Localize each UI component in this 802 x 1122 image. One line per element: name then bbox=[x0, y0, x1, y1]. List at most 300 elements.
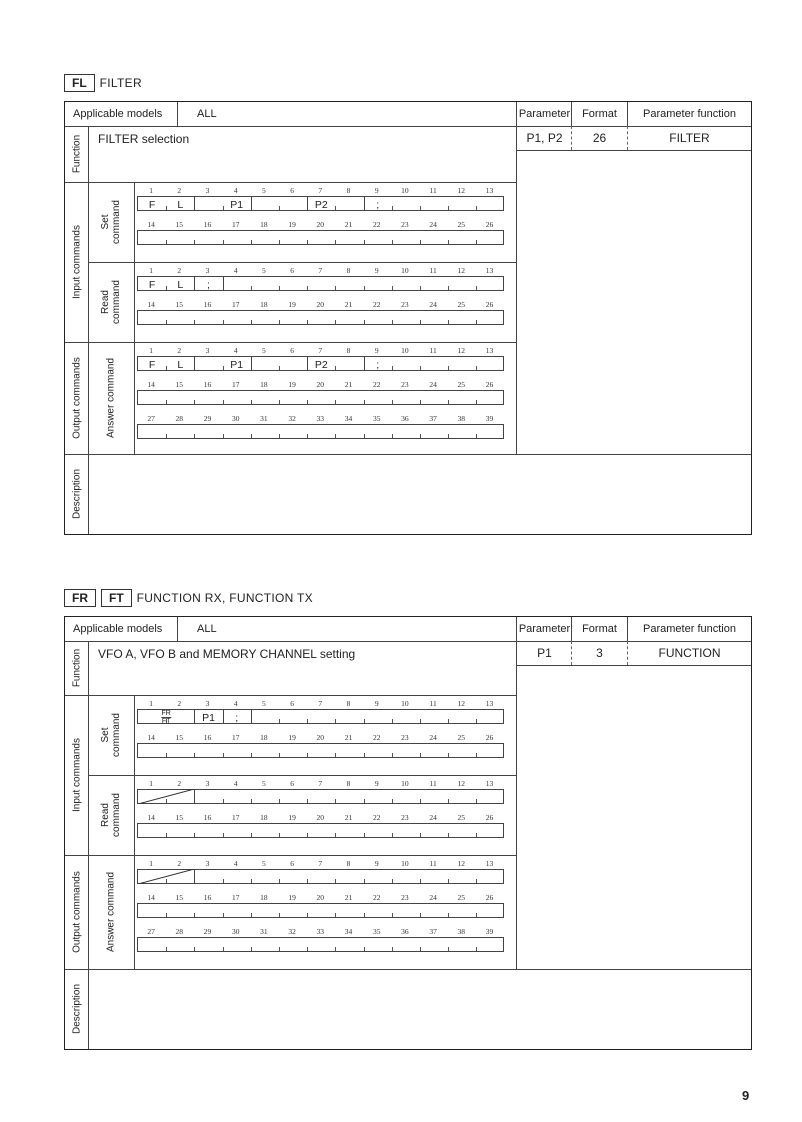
cell-tick bbox=[392, 320, 393, 324]
cell-tick bbox=[307, 719, 308, 723]
cell-tick bbox=[166, 286, 167, 290]
cell-tick bbox=[279, 913, 280, 917]
command-char: P2 bbox=[314, 358, 328, 371]
position-number: 33 bbox=[316, 927, 325, 936]
position-number: 11 bbox=[429, 699, 437, 708]
position-number: 36 bbox=[401, 927, 409, 936]
position-number: 15 bbox=[175, 893, 184, 902]
position-number: 24 bbox=[429, 380, 437, 389]
fr-heading bbox=[64, 589, 313, 607]
position-number: 12 bbox=[457, 346, 466, 355]
command-char: P1 bbox=[230, 198, 244, 211]
format-value: 26 bbox=[592, 131, 607, 145]
cell-tick bbox=[194, 400, 195, 404]
field-divider bbox=[364, 357, 365, 370]
cell-tick bbox=[223, 240, 224, 244]
cell-tick bbox=[448, 753, 449, 757]
cell-tick bbox=[364, 240, 365, 244]
position-number: 25 bbox=[457, 893, 466, 902]
cell-tick bbox=[448, 913, 449, 917]
cell-tick bbox=[251, 320, 252, 324]
cell-tick bbox=[279, 400, 280, 404]
cell-tick bbox=[251, 833, 252, 837]
command-code-box-fr: FR bbox=[64, 589, 96, 607]
cell-tick bbox=[335, 913, 336, 917]
cell-tick bbox=[420, 434, 421, 438]
not-available-slash bbox=[138, 869, 194, 884]
cell-tick bbox=[307, 913, 308, 917]
cell-tick bbox=[364, 719, 365, 723]
position-number: 26 bbox=[485, 220, 494, 229]
position-number: 14 bbox=[147, 813, 155, 822]
cell-tick bbox=[279, 947, 280, 951]
position-number: 17 bbox=[231, 380, 240, 389]
position-number: 17 bbox=[231, 813, 240, 822]
position-number: 28 bbox=[175, 414, 184, 423]
cell-tick bbox=[392, 753, 393, 757]
position-number: 10 bbox=[401, 699, 409, 708]
position-number: 26 bbox=[485, 893, 494, 902]
cell-tick bbox=[448, 434, 449, 438]
position-number: 13 bbox=[485, 346, 494, 355]
cell-tick bbox=[364, 947, 365, 951]
cell-tick bbox=[476, 753, 477, 757]
cell-tick bbox=[364, 320, 365, 324]
cell-tick bbox=[279, 286, 280, 290]
position-number: 33 bbox=[316, 414, 325, 423]
command-code-box-ft: FT bbox=[101, 589, 132, 607]
read-command-label: Read command bbox=[100, 793, 122, 837]
cell-tick bbox=[279, 753, 280, 757]
cell-tick bbox=[476, 913, 477, 917]
position-number: 9 bbox=[374, 346, 379, 355]
cell-tick bbox=[335, 400, 336, 404]
cell-tick bbox=[420, 366, 421, 370]
cell-tick bbox=[476, 400, 477, 404]
command-code-box: FL bbox=[64, 74, 95, 92]
position-number: 20 bbox=[316, 380, 325, 389]
set-command-label: Set command bbox=[100, 200, 122, 244]
position-number: 21 bbox=[344, 733, 353, 742]
position-number: 39 bbox=[485, 414, 494, 423]
position-number: 1 bbox=[149, 859, 153, 868]
answer-command-label: Answer command bbox=[105, 871, 117, 953]
position-number: 24 bbox=[429, 300, 437, 309]
command-row bbox=[137, 709, 504, 724]
position-number: 4 bbox=[233, 699, 238, 708]
cell-tick bbox=[166, 753, 167, 757]
parameter-header: Parameter bbox=[518, 623, 571, 635]
command-row bbox=[137, 356, 504, 371]
cell-tick bbox=[392, 833, 393, 837]
position-number: 34 bbox=[344, 414, 353, 423]
cell-tick bbox=[307, 320, 308, 324]
field-divider bbox=[251, 357, 252, 370]
command-char: L bbox=[177, 278, 184, 291]
position-number: 13 bbox=[485, 779, 494, 788]
position-number: 2 bbox=[177, 699, 182, 708]
position-number: 14 bbox=[147, 380, 155, 389]
section-title: FUNCTION RX, FUNCTION TX bbox=[136, 591, 313, 605]
cell-tick bbox=[251, 879, 252, 883]
cell-tick bbox=[392, 206, 393, 210]
position-number: 19 bbox=[288, 733, 296, 742]
position-number: 3 bbox=[205, 699, 210, 708]
cell-tick bbox=[392, 947, 393, 951]
position-number: 7 bbox=[318, 699, 323, 708]
position-number: 13 bbox=[485, 186, 494, 195]
position-number: 11 bbox=[429, 266, 437, 275]
field-divider bbox=[194, 870, 195, 883]
command-char: P2 bbox=[314, 198, 328, 211]
position-number: 27 bbox=[147, 927, 155, 936]
field-divider bbox=[194, 790, 195, 803]
fr-ft-code: FR FT bbox=[161, 710, 171, 725]
position-number: 5 bbox=[262, 779, 266, 788]
cell-tick bbox=[476, 434, 477, 438]
command-char: ; bbox=[235, 711, 239, 724]
command-char: F bbox=[148, 278, 156, 291]
cell-tick bbox=[448, 240, 449, 244]
cell-tick bbox=[307, 240, 308, 244]
command-row bbox=[137, 310, 504, 325]
position-number: 29 bbox=[203, 927, 212, 936]
applicable-models-value: ALL bbox=[197, 623, 217, 635]
position-number: 20 bbox=[316, 300, 325, 309]
command-row bbox=[137, 230, 504, 245]
cell-tick bbox=[279, 206, 280, 210]
answer-command-label: Answer command bbox=[105, 357, 117, 439]
command-row bbox=[137, 903, 504, 918]
cell-tick bbox=[194, 913, 195, 917]
cell-tick bbox=[420, 719, 421, 723]
cell-tick bbox=[335, 320, 336, 324]
field-divider bbox=[251, 197, 252, 210]
field-divider bbox=[223, 277, 224, 290]
cell-tick bbox=[166, 206, 167, 210]
position-number: 21 bbox=[344, 300, 353, 309]
cell-tick bbox=[476, 286, 477, 290]
cell-tick bbox=[335, 366, 336, 370]
position-number: 12 bbox=[457, 186, 466, 195]
command-row bbox=[137, 789, 504, 804]
position-number: 16 bbox=[203, 733, 212, 742]
cell-tick bbox=[251, 753, 252, 757]
cell-tick bbox=[420, 240, 421, 244]
command-row bbox=[137, 869, 504, 884]
position-number: 16 bbox=[203, 813, 212, 822]
position-number: 8 bbox=[346, 779, 351, 788]
cell-tick bbox=[223, 947, 224, 951]
cell-tick bbox=[335, 434, 336, 438]
cell-tick bbox=[364, 286, 365, 290]
cell-tick bbox=[392, 366, 393, 370]
position-number: 11 bbox=[429, 346, 437, 355]
field-divider bbox=[194, 710, 195, 723]
position-number: 25 bbox=[457, 300, 466, 309]
position-number: 16 bbox=[203, 893, 212, 902]
output-commands-label: Output commands bbox=[71, 871, 83, 953]
function-label: Function bbox=[71, 648, 83, 688]
position-number: 25 bbox=[457, 380, 466, 389]
input-commands-label: Input commands bbox=[71, 225, 83, 299]
cell-tick bbox=[420, 286, 421, 290]
position-number: 6 bbox=[290, 186, 294, 195]
cell-tick bbox=[335, 240, 336, 244]
cell-tick bbox=[420, 947, 421, 951]
position-number: 38 bbox=[457, 927, 466, 936]
cell-tick bbox=[335, 753, 336, 757]
position-number: 19 bbox=[288, 813, 296, 822]
cell-tick bbox=[476, 366, 477, 370]
position-number: 35 bbox=[372, 927, 381, 936]
position-number: 32 bbox=[288, 414, 296, 423]
position-number: 14 bbox=[147, 733, 155, 742]
parameter-header: Parameter bbox=[518, 108, 571, 120]
cell-tick bbox=[420, 879, 421, 883]
cell-tick bbox=[448, 366, 449, 370]
position-number: 39 bbox=[485, 927, 494, 936]
description-label: Description bbox=[71, 468, 83, 520]
position-number: 14 bbox=[147, 893, 155, 902]
cell-tick bbox=[166, 833, 167, 837]
fl-command-sheet bbox=[64, 101, 752, 535]
position-number: 15 bbox=[175, 733, 184, 742]
position-number: 4 bbox=[233, 779, 238, 788]
command-char: F bbox=[148, 358, 156, 371]
description-label: Description bbox=[71, 983, 83, 1035]
cell-tick bbox=[223, 879, 224, 883]
field-divider bbox=[251, 710, 252, 723]
cell-tick bbox=[476, 879, 477, 883]
position-number: 35 bbox=[372, 414, 381, 423]
cell-tick bbox=[364, 833, 365, 837]
cell-tick bbox=[392, 879, 393, 883]
position-number: 26 bbox=[485, 300, 494, 309]
cell-tick bbox=[420, 400, 421, 404]
cell-tick bbox=[364, 753, 365, 757]
cell-tick bbox=[223, 799, 224, 803]
cell-tick bbox=[364, 434, 365, 438]
position-number: 24 bbox=[429, 813, 437, 822]
cell-tick bbox=[223, 366, 224, 370]
position-number: 22 bbox=[372, 813, 381, 822]
position-number: 23 bbox=[401, 220, 409, 229]
cell-tick bbox=[420, 753, 421, 757]
position-number: 5 bbox=[262, 859, 266, 868]
field-divider bbox=[364, 197, 365, 210]
position-number: 17 bbox=[231, 300, 240, 309]
cell-tick bbox=[279, 833, 280, 837]
parameter-value: P1, P2 bbox=[526, 131, 563, 145]
cell-tick bbox=[420, 206, 421, 210]
cell-tick bbox=[364, 400, 365, 404]
cell-tick bbox=[392, 799, 393, 803]
position-number: 9 bbox=[374, 859, 379, 868]
cell-tick bbox=[251, 286, 252, 290]
cell-tick bbox=[251, 947, 252, 951]
field-divider bbox=[194, 197, 195, 210]
parameter-function-header: Parameter function bbox=[643, 623, 736, 635]
field-divider bbox=[307, 357, 308, 370]
position-number: 3 bbox=[205, 859, 210, 868]
position-number: 31 bbox=[260, 927, 268, 936]
position-number: 37 bbox=[429, 927, 437, 936]
position-number: 5 bbox=[262, 699, 266, 708]
format-header: Format bbox=[582, 623, 617, 635]
position-number: 26 bbox=[485, 813, 494, 822]
position-number: 1 bbox=[149, 186, 153, 195]
position-number: 21 bbox=[344, 220, 353, 229]
command-char: P1 bbox=[202, 711, 215, 724]
applicable-models-label: Applicable models bbox=[73, 108, 163, 120]
cell-tick bbox=[251, 240, 252, 244]
cell-tick bbox=[223, 913, 224, 917]
position-number: 21 bbox=[344, 380, 353, 389]
command-char: ; bbox=[376, 358, 380, 371]
cell-tick bbox=[223, 753, 224, 757]
position-number: 7 bbox=[318, 779, 323, 788]
position-number: 22 bbox=[372, 733, 381, 742]
cell-tick bbox=[448, 879, 449, 883]
position-number: 18 bbox=[260, 813, 268, 822]
cell-tick bbox=[166, 947, 167, 951]
position-number: 11 bbox=[429, 779, 437, 788]
cell-tick bbox=[364, 913, 365, 917]
cell-tick bbox=[448, 833, 449, 837]
cell-tick bbox=[307, 400, 308, 404]
cell-tick bbox=[420, 913, 421, 917]
parameter-function-value: FUNCTION bbox=[658, 646, 721, 660]
position-number: 24 bbox=[429, 893, 437, 902]
cell-tick bbox=[166, 240, 167, 244]
position-number: 30 bbox=[231, 414, 240, 423]
cell-tick bbox=[307, 799, 308, 803]
command-char: ; bbox=[376, 198, 380, 211]
cell-tick bbox=[166, 320, 167, 324]
cell-tick bbox=[223, 833, 224, 837]
position-number: 37 bbox=[429, 414, 437, 423]
command-row bbox=[137, 276, 504, 291]
position-number: 23 bbox=[401, 733, 409, 742]
position-number: 14 bbox=[147, 220, 155, 229]
field-divider bbox=[194, 357, 195, 370]
field-divider bbox=[223, 710, 224, 723]
cell-tick bbox=[223, 206, 224, 210]
cell-tick bbox=[448, 947, 449, 951]
cell-tick bbox=[448, 400, 449, 404]
fr-command-sheet bbox=[64, 616, 752, 1050]
position-number: 29 bbox=[203, 414, 212, 423]
format-header: Format bbox=[582, 108, 617, 120]
position-number: 17 bbox=[231, 733, 240, 742]
cell-tick bbox=[335, 799, 336, 803]
position-number: 34 bbox=[344, 927, 353, 936]
position-number: 19 bbox=[288, 220, 296, 229]
command-row bbox=[137, 196, 504, 211]
position-number: 7 bbox=[318, 346, 323, 355]
position-number: 25 bbox=[457, 813, 466, 822]
cell-tick bbox=[476, 240, 477, 244]
command-row bbox=[137, 424, 504, 439]
command-row bbox=[137, 390, 504, 405]
position-number: 16 bbox=[203, 380, 212, 389]
position-number: 13 bbox=[485, 266, 494, 275]
format-value: 3 bbox=[596, 646, 603, 660]
cell-tick bbox=[448, 719, 449, 723]
output-commands-label: Output commands bbox=[71, 357, 83, 439]
position-number: 24 bbox=[429, 220, 437, 229]
position-number: 17 bbox=[231, 893, 240, 902]
parameter-function-value: FILTER bbox=[669, 131, 710, 145]
position-number: 4 bbox=[233, 266, 238, 275]
position-number: 21 bbox=[344, 813, 353, 822]
cell-tick bbox=[279, 799, 280, 803]
position-number: 26 bbox=[485, 733, 494, 742]
position-number: 16 bbox=[203, 300, 212, 309]
cell-tick bbox=[392, 400, 393, 404]
cell-tick bbox=[251, 913, 252, 917]
cell-tick bbox=[307, 434, 308, 438]
position-number: 13 bbox=[485, 859, 494, 868]
cell-tick bbox=[194, 753, 195, 757]
position-number: 1 bbox=[149, 346, 153, 355]
position-number: 36 bbox=[401, 414, 409, 423]
cell-tick bbox=[476, 799, 477, 803]
position-number: 8 bbox=[346, 266, 351, 275]
position-number: 6 bbox=[290, 266, 294, 275]
page-number: 9 bbox=[742, 1088, 750, 1103]
position-number: 1 bbox=[149, 266, 153, 275]
cell-tick bbox=[307, 879, 308, 883]
position-number: 9 bbox=[374, 266, 379, 275]
position-number: 30 bbox=[231, 927, 240, 936]
cell-tick bbox=[476, 947, 477, 951]
cell-tick bbox=[448, 286, 449, 290]
position-number: 15 bbox=[175, 380, 184, 389]
position-number: 22 bbox=[372, 300, 381, 309]
position-number: 32 bbox=[288, 927, 296, 936]
position-number: 19 bbox=[288, 893, 296, 902]
position-number: 15 bbox=[175, 220, 184, 229]
position-number: 3 bbox=[205, 779, 210, 788]
cell-tick bbox=[279, 719, 280, 723]
cell-tick bbox=[279, 434, 280, 438]
cell-tick bbox=[279, 240, 280, 244]
cell-tick bbox=[476, 320, 477, 324]
position-number: 9 bbox=[374, 779, 379, 788]
position-number: 27 bbox=[147, 414, 155, 423]
cell-tick bbox=[307, 286, 308, 290]
position-number: 6 bbox=[290, 346, 294, 355]
position-number: 20 bbox=[316, 813, 325, 822]
position-number: 2 bbox=[177, 779, 182, 788]
position-number: 9 bbox=[374, 186, 379, 195]
cell-tick bbox=[392, 434, 393, 438]
position-number: 18 bbox=[260, 733, 268, 742]
cell-tick bbox=[476, 833, 477, 837]
position-number: 19 bbox=[288, 300, 296, 309]
field-divider bbox=[194, 277, 195, 290]
position-number: 9 bbox=[374, 699, 379, 708]
position-number: 12 bbox=[457, 266, 466, 275]
cell-tick bbox=[420, 320, 421, 324]
position-number: 15 bbox=[175, 813, 184, 822]
applicable-models-label: Applicable models bbox=[73, 623, 163, 635]
cell-tick bbox=[307, 947, 308, 951]
position-number: 28 bbox=[175, 927, 184, 936]
cell-tick bbox=[420, 833, 421, 837]
